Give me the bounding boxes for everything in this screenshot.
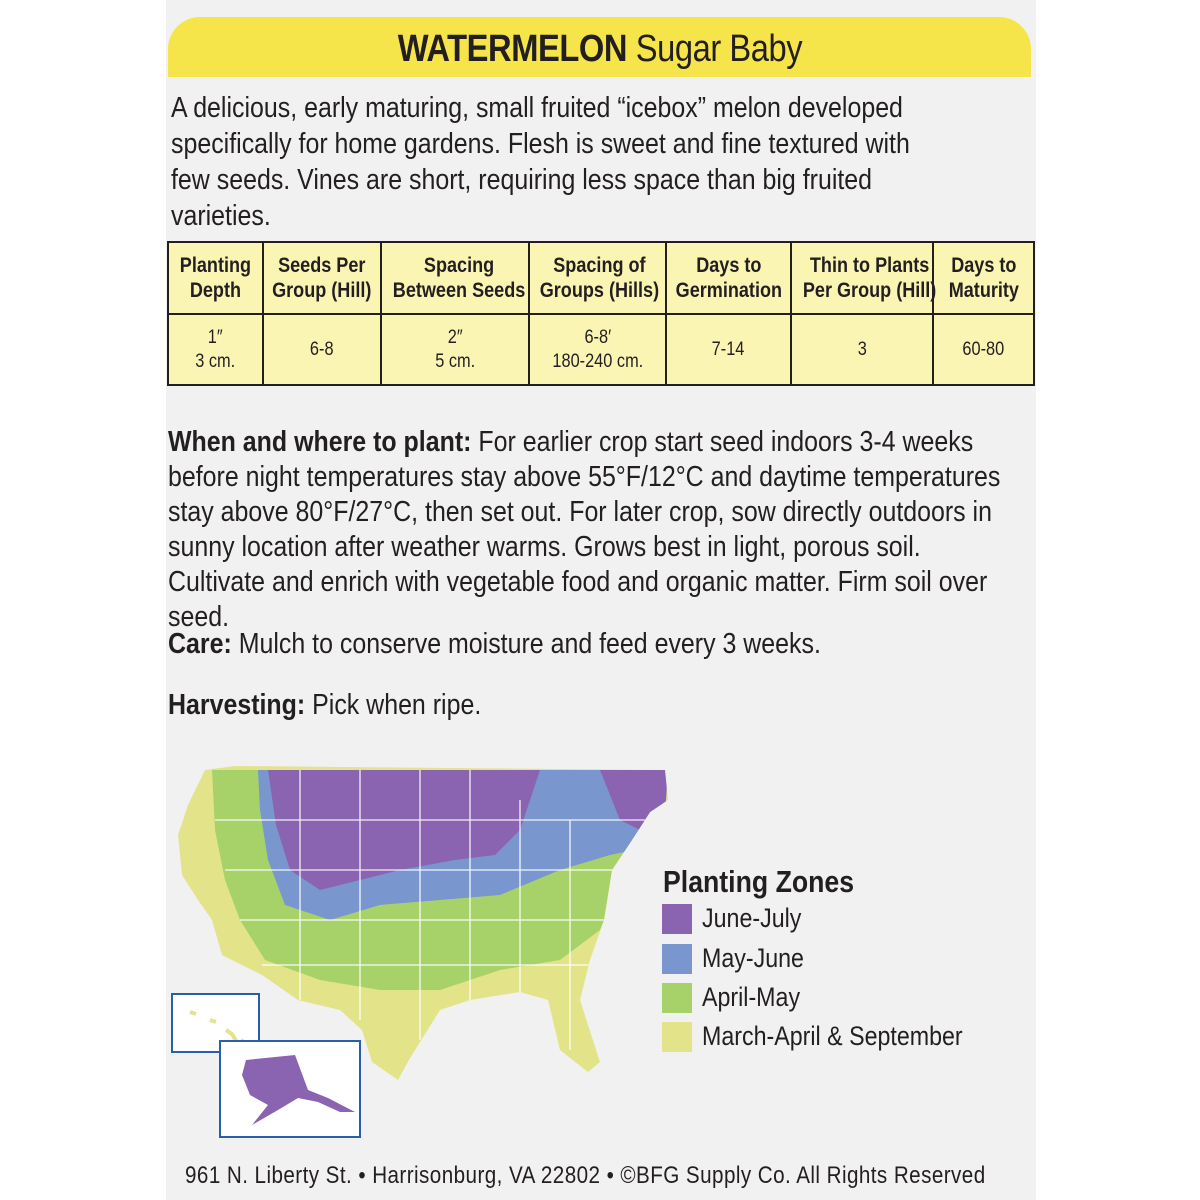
crop-name: WATERMELON	[397, 28, 628, 70]
value-spacing-of-groups: 6-8′ 180-240 cm.	[529, 314, 666, 385]
description: A delicious, early maturing, small fruited “icebox” melon developed specifically for home gardens. Flesh is sweet and fine textured with few seeds. Vines are short, requiring less space than big fruited varieties.	[171, 92, 910, 232]
march-april-september-swatch	[662, 1022, 692, 1052]
harvesting-text: Pick when ripe.	[305, 689, 482, 721]
when-where-label: When and where to plant:	[168, 426, 472, 458]
header-spacing-between-seeds: Spacing Between Seeds	[381, 242, 529, 314]
june-july-swatch	[662, 904, 692, 934]
variety-name: Sugar Baby	[635, 28, 803, 70]
header-days-to-maturity: Days to Maturity	[933, 242, 1034, 314]
value-spacing-between-seeds: 2″ 5 cm.	[381, 314, 529, 385]
footer-address: 961 N. Liberty St. • Harrisonburg, VA 22802 • ©BFG Supply Co. All Rights Reserved	[185, 1162, 986, 1189]
care-text: Mulch to conserve moisture and feed every 3 weeks.	[231, 628, 821, 660]
legend-title: Planting Zones	[663, 864, 855, 899]
header-seeds-per-group: Seeds Per Group (Hill)	[263, 242, 381, 314]
header-days-to-germination: Days to Germination	[666, 242, 791, 314]
value-days-to-germination: 7-14	[666, 314, 791, 385]
value-thin-to-plants: 3	[791, 314, 933, 385]
header-planting-depth: Planting Depth	[168, 242, 263, 314]
value-days-to-maturity: 60-80	[933, 314, 1034, 385]
harvesting-label: Harvesting:	[168, 689, 306, 721]
care-label: Care:	[168, 628, 232, 660]
may-june-swatch	[662, 944, 692, 974]
header-thin-to-plants: Thin to Plants Per Group (Hill)	[791, 242, 933, 314]
header-spacing-of-groups: Spacing of Groups (Hills)	[529, 242, 666, 314]
value-planting-depth: 1″ 3 cm.	[168, 314, 263, 385]
value-seeds-per-group: 6-8	[263, 314, 381, 385]
when-where-text: For earlier crop start seed indoors 3-4 weeks before night temperatures stay above 55°F/12°C and daytime temperatures stay above 80°F/27°C, then set out. For later crop, sow directly outdoors in sunny location after weather warms. Grows best in light, porous soil. Cultivate and enrich with vegetable food and organic matter. Firm soil over seed.	[168, 426, 1001, 633]
april-may-swatch	[662, 983, 692, 1013]
